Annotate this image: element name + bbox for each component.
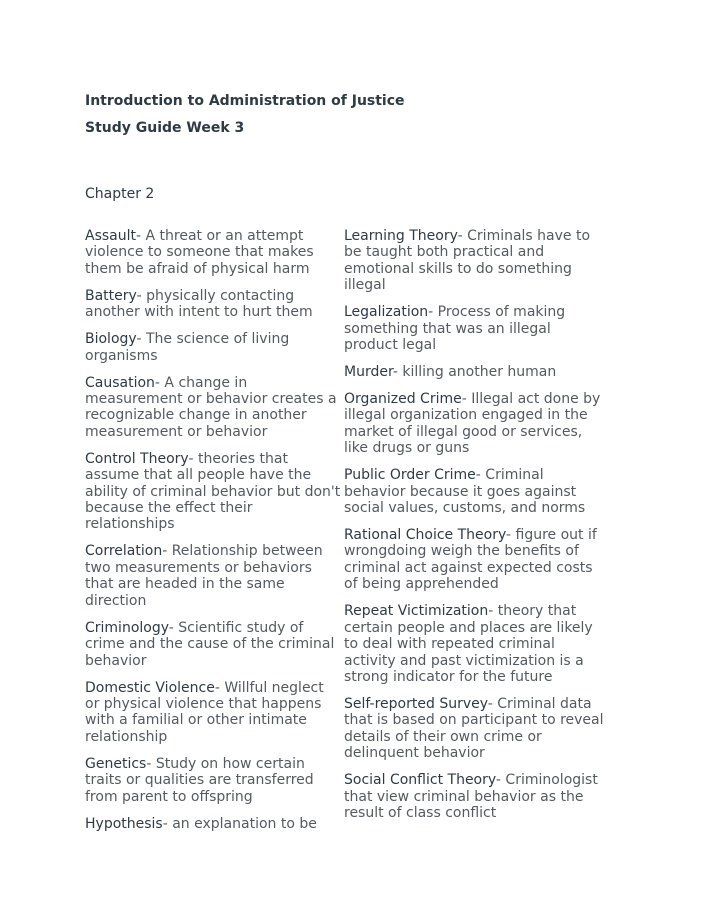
glossary-entry [344,772,606,821]
glossary-entry [344,364,606,380]
document-title: Introduction to Administration of Justice [85,93,405,109]
glossary-entry [85,620,341,669]
glossary-entry [344,467,606,516]
glossary-definition: - A change in measurement or behavior creates a recognizable change in another measurement or behavior [85,374,337,440]
glossary-term: Domestic Violence [85,679,215,696]
glossary-entry [85,331,341,364]
glossary-term: Causation [85,374,155,391]
glossary-definition: - Process of making something that was an illegal product legal [344,304,566,354]
glossary-definition: - Criminal behavior because it goes against social values, customs, and norms [344,467,586,517]
glossary-entry [85,680,341,746]
glossary-term: Public Order Crime [344,467,476,484]
glossary-definition: - an explanation to be [162,815,317,832]
glossary-definition: - killing another human [392,364,557,381]
glossary-definition: - physically contacting another with intent to hurt them [85,287,313,321]
glossary-definition: - Criminals have to be taught both practical and emotional skills to do something illegal [344,228,591,294]
glossary-term: Legalization [344,304,429,321]
glossary-definition: - Willful neglect or physical violence that happens with a familial or other intimate relationship [85,679,324,745]
glossary-entry [85,816,341,832]
glossary-definition: - The science of living organisms [85,331,290,364]
document-subtitle: Study Guide Week 3 [85,120,245,136]
glossary-definition: - Study on how certain traits or qualities are transferred from parent to offspring [85,755,314,805]
glossary-definition: - figure out if wrongdoing weigh the benefits of criminal act against expected costs of being apprehended [344,527,597,593]
glossary-term: Repeat Victimization [344,603,489,620]
glossary-definition: - Illegal act done by illegal organization engaged in the market of illegal good or services, like drugs or guns [344,391,601,457]
glossary-term: Genetics [85,755,147,772]
glossary-term: Organized Crime [344,391,462,408]
glossary-entry [85,375,341,441]
glossary-term: Rational Choice Theory [344,527,506,544]
glossary-entry [344,228,606,294]
glossary-term: Criminology [85,619,169,636]
glossary-term: Learning Theory [344,228,458,244]
glossary-entry [85,756,341,805]
glossary-definition: - Relationship between two measurements or behaviors that are headed in the same direction [85,543,323,609]
glossary-entry [344,603,606,685]
glossary-term: Assault [85,228,136,244]
glossary-entry [344,696,606,762]
glossary-entry [85,543,341,609]
glossary-term: Battery [85,287,137,304]
glossary-entry [85,451,341,533]
glossary-term: Correlation [85,543,163,560]
glossary-entry [344,527,606,593]
glossary-term: Biology [85,331,137,348]
glossary-entry [85,288,341,321]
glossary-definition: - Scientific study of crime and the cause of the criminal behavior [85,619,335,669]
glossary-definition: - theory that certain people and places are likely to deal with repeated criminal activity and past victimization is a strong indicator for the future [344,603,593,685]
glossary-definition: - A threat or an attempt violence to someone that makes them be afraid of physical harm [85,228,314,277]
glossary-entry [344,391,606,457]
left-glossary-column [85,228,341,843]
glossary-term: Murder [344,364,393,381]
glossary-term: Social Conflict Theory [344,772,496,789]
glossary-term: Self-reported Survey [344,695,488,712]
glossary-entry [344,304,606,353]
glossary-term: Hypothesis [85,815,163,832]
glossary-definition: - Criminal data that is based on participant to reveal details of their own crime or delinquent behavior [344,695,604,762]
glossary-definition: - Criminologist that view criminal behavior as the result of class conflict [344,772,598,821]
glossary-term: Control Theory [85,450,189,467]
glossary-entry [85,228,341,277]
chapter-heading: Chapter 2 [85,186,155,202]
glossary-definition: - theories that assume that all people have the ability of criminal behavior but don't because the effect their relationships [85,450,341,533]
right-glossary-column [344,228,606,832]
